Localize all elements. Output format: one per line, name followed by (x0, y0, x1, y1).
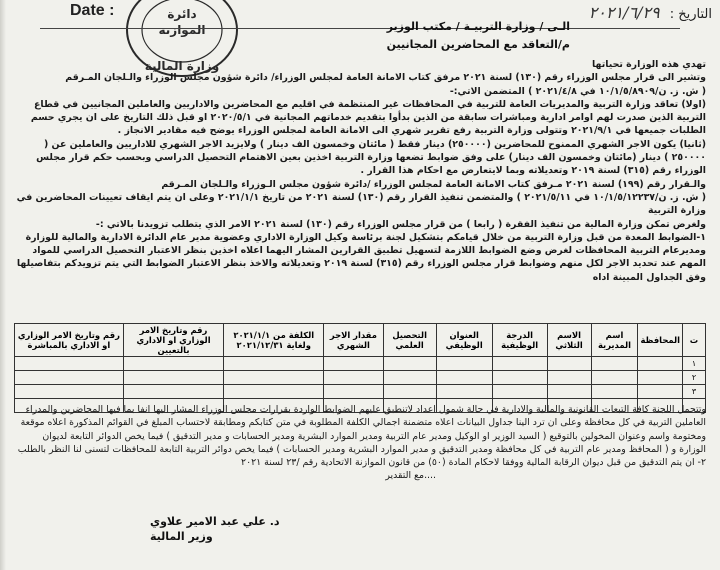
body-paragraph: ( ش. ز. ن/١٠/١/٥/٨٩٠٩ في ٢٠٢١/٤/٨ ) المتضمن الاتي:- (449, 85, 706, 97)
table-cell (123, 371, 224, 385)
table-cell (383, 357, 436, 371)
table-row (15, 371, 706, 385)
recipient: الـى / وزارة التربيـة / مكتب الوزير (386, 20, 570, 33)
table-cell (547, 357, 591, 371)
table-cell (638, 357, 683, 371)
body-paragraph: تهدي هذه الوزارة تحياتها (592, 59, 706, 70)
table-row (15, 385, 706, 399)
closing-text (14, 403, 706, 483)
table-cell: ٢ (683, 371, 706, 385)
table-cell (436, 371, 492, 385)
table-cell (492, 357, 547, 371)
table-cell: ٣ (683, 385, 706, 399)
table-cell (123, 385, 224, 399)
col-header: ت (683, 324, 706, 357)
body-paragraph: ولغرض تمكن وزارة المالية من تنفيذ الفقرة ( رابعا ) من قرار مجلس الوزراء رقم (١٣٠) لسنة ٢٠٢١ الامر الذي يتطلب تزويدنا بالاتي :- (95, 218, 706, 230)
col-header: الدرجة الوظيفية (492, 324, 547, 357)
table-cell (224, 357, 324, 371)
table-cell (492, 371, 547, 385)
table-cell (436, 385, 492, 399)
body-paragraph: ( ش. ز. ن/١٠/١/٥/١٢٢٣٧ في ٢٠٢١/٥/١١ ) والمتضمن تنفيذ القرار رقم (١٣٠) لسنة ٢٠٢١ من تاريخ ٢٠٢١/١/١ وعلى ان يتم ايقاف تعيينات المحاضرين في وزارة التربية (16, 191, 706, 217)
table-cell (383, 385, 436, 399)
date-label-en: Date : (70, 2, 115, 19)
body-paragraph: ١-الضوابط المعدة من قبل وزارة التربية من خلال قيامكم بتشكيل لجنة برئاسة وكيل الوزارة الاداري وعضوية مدير عام الدائرة الادارية والمالية للوزارة ومديرعام التربية المحافظات لغرض وضع الضوابط اللازمة لتسهيل تطبيق القرارين المشار اليهما اعلاه اخذين بنظر الاعتبار التحصيل الدراسي للمواد المهم عند تحديد الاجر لكل منهم وضوابط قرار مجلس الوزراء رقم (٣١٥) لسنة ٢٠١٩ وتعديلاته والاخذ بنظر الاعتبار الضوابط التي يتم تزويدكم بتفاصيلها وفق الجداول المبينة اداه (16, 231, 706, 283)
col-header: اسم المديرية (591, 324, 638, 357)
letter-body (14, 58, 706, 284)
col-header: الكلفة من ٢٠٢١/١/١ ولغاية ٢٠٢١/١٢/٣١ (224, 324, 324, 357)
table-header-row (15, 324, 706, 357)
data-table-wrapper (14, 323, 706, 413)
table-cell (591, 357, 638, 371)
body-paragraph: (اولا) تعاقد وزارة التربية والمديريات العامة للتربية في المحافظات غير المنتظمة في اقليم مع المحاضرين والاداريين والعاملين المجانيين في قطاع التربية الذين صدرت لهم اوامر ادارية ومباشرات سابقة من الذين بدأوا بتقديم خدماتهم المجانية في ٢٠٢٠/٥/١ او قبل ذلك التاريخ على ان يجري حسم الطلبات جميعها في ٢٠٢١/٩/١ وتتولى وزارة التربية رفع تقرير شهري الى الامانة العامة لمجلس الوزراء يوضح فيه مقادير الانجاز . (30, 98, 706, 137)
svg-text:وزارة المالية: وزارة المالية (144, 59, 220, 73)
table-cell (324, 385, 383, 399)
table-cell (436, 357, 492, 371)
col-header: العنوان الوظيفي (436, 324, 492, 357)
signature-title: وزير المالية (150, 530, 213, 543)
col-header: المحافظة (638, 324, 683, 357)
table-cell (547, 385, 591, 399)
table-cell (224, 371, 324, 385)
body-paragraph: والـقرار رقم (١٩٩) لسنة ٢٠٢١ مـرفق كتاب الامانة العامة لمجلس الوزراء /دائرة شؤون مجلس الـوزراء والـلجان المـرقم (161, 178, 706, 190)
table-cell (638, 371, 683, 385)
body-paragraph: (ثانيا) يكون الاجر الشهري الممنوح للمحاضرين (٢٥٠٠٠٠) دينار فقط ( مائتان وخمسون الف دينار ) ولايزيد الاجر الشهري للاداريين والعاملين عن ( ٢٥٠٠٠٠ ) دينار (مائتان وخمسون الف دينار) على وفق ضوابط تضعها وزارة التربية اخذين بعين الاهتمام التحصيل الدراسي وبحسب حكم قرار مجلس الوزراء رقم (٣١٥) لسنة ٢٠١٩ وتعديلاته وبما لايتعارض مع احكام هذا القرار . (36, 138, 706, 177)
table-cell (591, 371, 638, 385)
table-cell (324, 371, 383, 385)
body-paragraph: وتشير الى قرار مجلس الوزراء رقم (١٣٠) لسنة ٢٠٢١ مرفق كتاب الامانة العامة لمجلس الوزراء/ دائرة شؤون مجلس الوزراء والـلجان المـرقم (65, 72, 706, 84)
table-cell (123, 357, 224, 371)
col-header: الاسم الثلاثي (547, 324, 591, 357)
table-cell: ١ (683, 357, 706, 371)
signature-name: د. علي عبد الامير علاوي (150, 515, 280, 528)
header-divider (40, 28, 680, 29)
table-cell (224, 385, 324, 399)
table-cell (638, 385, 683, 399)
col-header: رقم وتاريخ الامر الوزاري او الاداري بالمباشرة (15, 324, 124, 357)
closing-paragraph: وتتحمل اللجنة كافة التبعات القانونية والمالية والادارية في حالة شمول اعداد لاتنطبق عليهم الضوابط الواردة بقرارات مجلس الوزراء المشار اليها انفا بما فيها المحاضرين والمدراء العاملين التربية في كل محافظة وعلى ان ترد الينا جداول البيانات اعلاه متضمنة اجمالي الكلفة المطلوبة في متن كتابكم ومطابقة لاحتساب المبلغ في القوائم المذكورة اعلاه موقعة ومختومة واسم وعنوان المخولين بالتوقيع ( السيد الوزير او الوكيل ومدير عام التربية ومدير الموارد البشرية ومدير الحسابات و مدير التدقيق ) فيما يخص الدوائر التابعة لديوان الوزارة و ( المحافظ ومدير عام التربية في كل محافظة ومدير التدقيق و مدير الموارد البشرية ومدير الحسابات ) فيما يخص دوائر التربية التابعة للمحافظات لتسنى لنا النظر بالطلب (17, 404, 706, 455)
col-header: التحصيل العلمي (383, 324, 436, 357)
scan-edge (0, 0, 6, 570)
svg-text:دائرة: دائرة (167, 7, 197, 21)
date-ar-label: التاريخ : (669, 7, 712, 22)
date-ar-value: ٢٠٢١/٦/٢٩ (588, 3, 660, 22)
employee-table (14, 323, 706, 413)
table-cell (547, 371, 591, 385)
table-cell (15, 371, 124, 385)
table-cell (15, 357, 124, 371)
col-header: مقدار الاجر الشهري (324, 324, 383, 357)
table-cell (324, 357, 383, 371)
closing-paragraph: ٢- ان يتم التدقيق من قبل ديوان الرقابة المالية ووفقا لاحكام المادة (٥٠) من قانون الموازنة الاتحادية رقم /٢٣ لسنة ٢٠٢١ (241, 457, 706, 469)
table-cell (591, 385, 638, 399)
closing-paragraph: ....مع التقدير (385, 470, 436, 482)
date-ar (589, 3, 712, 22)
table-cell (15, 385, 124, 399)
table-row (15, 357, 706, 371)
col-header: رقم وتاريخ الامر الوزاري او الاداري بالتعيين (123, 324, 224, 357)
table-cell (492, 385, 547, 399)
svg-text:الموازنة: الموازنة (158, 23, 206, 37)
table-cell (383, 371, 436, 385)
subject: م/التعاقد مع المحاضرين المجانيين (386, 38, 570, 51)
